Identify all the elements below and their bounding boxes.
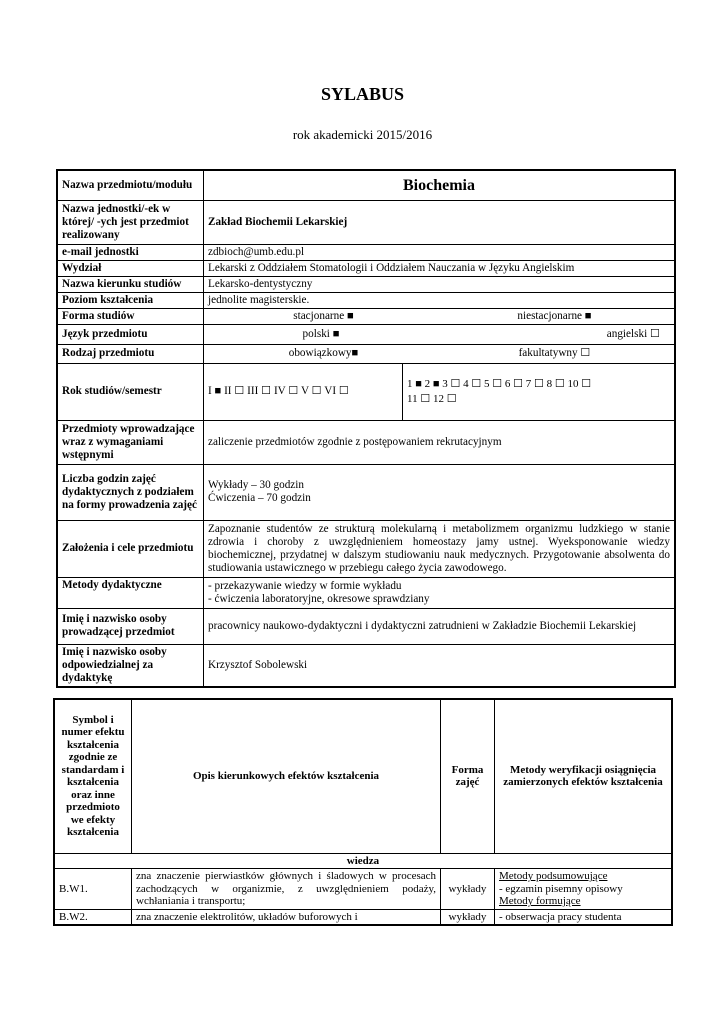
year-semester-inner: [204, 364, 674, 420]
verification-summative-heading: Metody podsumowujące: [499, 870, 608, 882]
row-responsible: [57, 644, 675, 687]
semesters-line-1: 1 ■ 2 ■ 3 ☐ 4 ☐ 5 ☐ 6 ☐ 7 ☐ 8 ☐ 10 ☐: [407, 377, 592, 390]
page-title: SYLABUS: [320, 84, 405, 104]
effect-symbol: B.W1.: [54, 869, 132, 910]
section-row-knowledge: [54, 853, 672, 869]
row-course-type: [57, 344, 675, 363]
level-label: Poziom kształcenia: [57, 292, 204, 308]
course-type-options: [204, 344, 676, 363]
study-form-part-time: niestacjonarne ■: [517, 309, 592, 322]
row-course-name: [57, 170, 675, 200]
field-value: Lekarsko-dentystyczny: [204, 276, 676, 292]
row-teacher: [57, 608, 675, 644]
teacher-label: Imię i nazwisko osoby prowadzącej przedmiot: [57, 608, 204, 644]
prerequisites-label: Przedmioty wprowadzające wraz z wymaganiami wstępnymi: [57, 420, 204, 464]
study-form-options: [204, 308, 676, 324]
methods-value: [204, 577, 676, 608]
row-hours: [57, 464, 675, 520]
effect-form: wykłady: [441, 909, 495, 925]
effect-row: [54, 869, 672, 910]
col-header-description: Opis kierunkowych efektów kształcenia: [132, 699, 441, 853]
row-unit: [57, 200, 675, 244]
row-study-form: [57, 308, 675, 324]
learning-effects-table: [53, 698, 673, 926]
row-level: [57, 292, 675, 308]
row-email: [57, 244, 675, 260]
row-year-semester: [57, 363, 675, 420]
responsible-label: Imię i nazwisko osoby odpowiedzialnej za dydaktykę: [57, 644, 204, 687]
semesters-line-2: 11 ☐ 12 ☐: [407, 392, 457, 405]
verification-summative-item: - egzamin pisemny opisowy: [499, 882, 623, 895]
row-language: [57, 324, 675, 344]
year-semester-cells: [204, 363, 676, 420]
col-header-form: Forma zajęć: [441, 699, 495, 853]
methods-label: Metody dydaktyczne: [57, 577, 204, 608]
language-english: angielski ☐: [606, 327, 660, 340]
hours-exercises: Ćwiczenia – 70 godzin: [208, 492, 311, 504]
effect-verification: [495, 869, 673, 910]
methods-line-1: - przekazywanie wiedzy w formie wykładu: [208, 579, 402, 592]
effect-symbol: B.W2.: [54, 909, 132, 925]
field-label: Nazwa kierunku studiów: [57, 276, 204, 292]
row-methods: [57, 577, 675, 608]
study-form-full-time: stacjonarne ■: [293, 309, 354, 322]
email-label: e-mail jednostki: [57, 244, 204, 260]
study-years: I ■ II ☐ III ☐ IV ☐ V ☐ VI ☐: [204, 364, 403, 420]
language-label: Język przedmiotu: [57, 324, 204, 344]
responsible-value: Krzysztof Sobolewski: [204, 644, 676, 687]
hours-value: [204, 464, 676, 520]
effect-form: wykłady: [441, 869, 495, 910]
effects-header-row: [54, 699, 672, 853]
row-goals: [57, 520, 675, 577]
email-value: zdbioch@umb.edu.pl: [204, 244, 676, 260]
academic-year: rok akademicki 2015/2016: [292, 127, 433, 142]
effect-verification: - obserwacja pracy studenta: [495, 909, 673, 925]
goals-label: Założenia i cele przedmiotu: [57, 520, 204, 577]
course-name-value: Biochemia: [204, 170, 676, 200]
section-knowledge: wiedza: [54, 853, 672, 869]
col-header-symbol: Symbol i numer efektu kształcenia zgodnie ze standardam i kształcenia oraz inne przedmioto we efekty kształcenia: [54, 699, 132, 853]
semesters: [403, 364, 675, 420]
course-name-label: Nazwa przedmiotu/modułu: [57, 170, 204, 200]
language-polish: polski ■: [302, 327, 340, 340]
row-faculty: [57, 260, 675, 276]
course-type-mandatory: obowiązkowy■: [288, 347, 359, 359]
unit-value: Zakład Biochemii Lekarskiej: [204, 200, 676, 244]
prerequisites-value: zaliczenie przedmiotów zgodnie z postępowaniem rekrutacyjnym: [204, 420, 676, 464]
hours-label: Liczba godzin zajęć dydaktycznych z podziałem na formy prowadzenia zajęć: [57, 464, 204, 520]
level-value: jednolite magisterskie.: [204, 292, 676, 308]
verification-formative-heading: Metody formujące: [499, 895, 581, 907]
year-semester-label: Rok studiów/semestr: [57, 363, 204, 420]
course-type-optional: fakultatywny ☐: [518, 347, 591, 359]
faculty-value: Lekarski z Oddziałem Stomatologii i Oddziałem Nauczania w Języku Angielskim: [204, 260, 676, 276]
effect-description: zna znaczenie pierwiastków głównych i śladowych w procesach zachodzących w organizmie, z uwzględnieniem podaży, wchłaniania i transportu;: [132, 869, 441, 910]
faculty-label: Wydział: [57, 260, 204, 276]
col-header-verification: Metody weryfikacji osiągnięcia zamierzonych efektów kształcenia: [495, 699, 673, 853]
methods-line-2: - ćwiczenia laboratoryjne, okresowe sprawdziany: [208, 592, 430, 605]
study-form-label: Forma studiów: [57, 308, 204, 324]
row-prerequisites: [57, 420, 675, 464]
row-field: [57, 276, 675, 292]
hours-lectures: Wykłady – 30 godzin: [208, 479, 304, 491]
effect-row: [54, 909, 672, 925]
course-type-label: Rodzaj przedmiotu: [57, 344, 204, 363]
language-options: [204, 324, 676, 344]
unit-label: Nazwa jednostki/-ek w której/ -ych jest przedmiot realizowany: [57, 200, 204, 244]
teacher-value: pracownicy naukowo-dydaktyczni i dydaktyczni zatrudnieni w Zakładzie Biochemii Lekarskiej: [204, 608, 676, 644]
effect-description: zna znaczenie elektrolitów, układów buforowych i: [132, 909, 441, 925]
course-info-table: [56, 169, 676, 688]
goals-value: Zapoznanie studentów ze strukturą molekularną i metabolizmem organizmu ludzkiego w stanie zdrowia i choroby z uwzględnieniem homeostazy jamy ustnej. Wyeksponowanie wiedzy biochemicznej, przydatnej w dalszym studiowaniu nauk medycznych. Przygotowanie absolwenta do studiowania ustawicznego w przebiegu całego życia zawodowego.: [204, 520, 676, 577]
